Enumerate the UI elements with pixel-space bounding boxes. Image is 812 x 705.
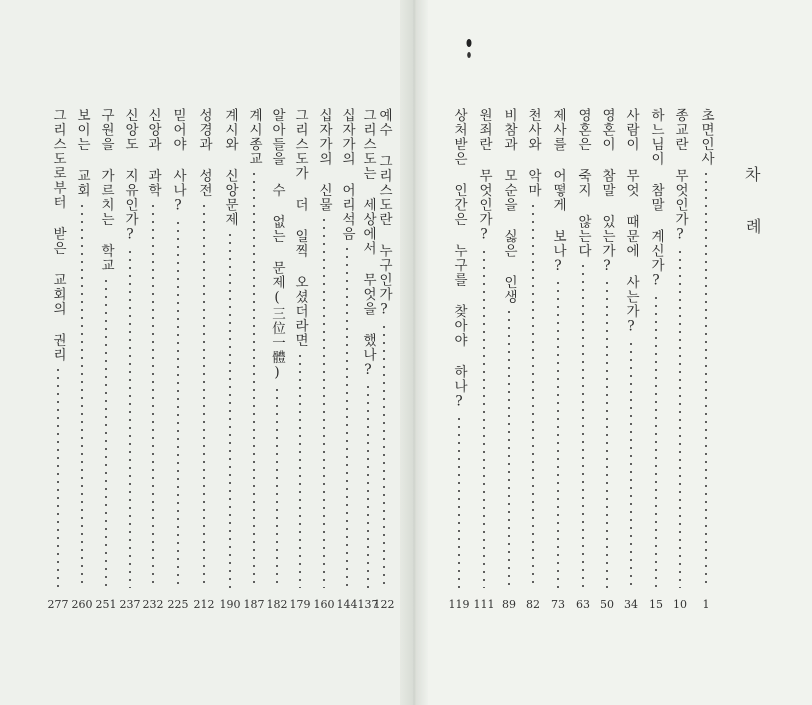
leader-dots (177, 219, 179, 589)
toc-entry-title: 비참과 모순을 싫은 인생 (501, 108, 517, 304)
toc-entry (317, 108, 331, 592)
toc-entry-title: 사람이 무엇 때문에 사는가? (623, 108, 639, 336)
leader-dots (606, 279, 608, 588)
leader-dots (323, 216, 325, 588)
toc-entry-title: 보이는 교회 (74, 108, 90, 198)
toc-entry (171, 108, 185, 592)
toc-entry-page: 15 (649, 598, 663, 611)
toc-entry (247, 108, 261, 592)
toc-entry (146, 108, 160, 592)
toc-entry-page: 50 (600, 598, 614, 611)
toc-entry-page: 34 (624, 598, 638, 611)
toc-entry-title: 십자가의 어리석음 (339, 108, 355, 241)
toc-entry-page: 277 (47, 598, 69, 611)
toc-entry (223, 108, 237, 592)
toc-entry-page: 190 (219, 598, 241, 611)
toc-entry-title: 하느님이 참말 계신가? (648, 108, 664, 290)
leader-dots (532, 202, 534, 589)
leader-dots (105, 277, 107, 589)
toc-entry (377, 108, 391, 592)
toc-entry-title: 그리스도가 더 일찍 오셨더라면 (292, 108, 308, 348)
toc-entry-title: 믿어야 사나? (170, 108, 186, 215)
toc-entry (551, 108, 565, 592)
toc-entry-page: 89 (502, 598, 516, 611)
leader-dots (253, 170, 255, 588)
toc-entry-page: 260 (71, 598, 93, 611)
toc-entry-title: 알아들을 수 없는 문제(三位一體) (269, 108, 285, 382)
leader-dots (57, 366, 59, 588)
toc-entry-title: 구원을 가르치는 학교 (98, 108, 114, 273)
toc-entry-page: 82 (526, 598, 540, 611)
toc-entry-title: 영혼은 죽지 않는다 (575, 108, 591, 258)
leader-dots (705, 170, 707, 588)
toc-entry-title: 계시와 신앙문제 (222, 108, 238, 227)
toc-entry-page: 111 (473, 598, 495, 611)
book-spine (400, 0, 428, 705)
toc-entry-page: 182 (266, 598, 288, 611)
toc-entry (624, 108, 638, 592)
toc-entry (576, 108, 590, 592)
toc-entry-page: 10 (673, 598, 687, 611)
toc-entry (293, 108, 307, 592)
toc-entry (600, 108, 614, 592)
leader-dots (367, 383, 369, 588)
toc-entry (75, 108, 89, 592)
leader-dots (129, 248, 131, 589)
toc-entry-title: 십자가의 신물 (316, 108, 332, 212)
toc-entry-title: 상처받은 인간은 누구를 찾아야 하나? (451, 108, 467, 411)
toc-entry-title: 영혼이 참말 있는가? (599, 108, 615, 275)
toc-heading-char-2: 례 (746, 217, 762, 236)
toc-entry-page: 1 (702, 598, 710, 611)
leader-dots (655, 294, 657, 589)
toc-entry-page: 232 (142, 598, 164, 611)
toc-entry-title: 제사를 어떻게 보나? (550, 108, 566, 275)
toc-entry-page: 137 (357, 598, 379, 611)
leader-dots (508, 308, 510, 588)
leader-dots (152, 202, 154, 589)
toc-entry (99, 108, 113, 592)
leader-dots (276, 386, 278, 589)
toc-heading-char-1: 차 (745, 165, 761, 184)
toc-entry-title: 계시종교 (246, 108, 262, 166)
toc-entry (452, 108, 466, 592)
leader-dots (630, 340, 632, 589)
leader-dots (458, 415, 460, 589)
ink-smudge (466, 38, 472, 62)
toc-entry-page: 73 (551, 598, 565, 611)
toc-entry-page: 187 (243, 598, 265, 611)
toc-entry-page: 225 (167, 598, 189, 611)
leader-dots (299, 352, 301, 589)
toc-entry-page: 160 (313, 598, 335, 611)
toc-entry-page: 212 (193, 598, 215, 611)
leader-dots (557, 279, 559, 588)
leader-dots (679, 248, 681, 589)
toc-entry (477, 108, 491, 592)
toc-entry-title: 원죄란 무엇인가? (476, 108, 492, 244)
leader-dots (582, 262, 584, 588)
toc-entry (526, 108, 540, 592)
toc-entry-title: 예수 그리스도란 누구인가? (376, 108, 392, 319)
toc-entry (340, 108, 354, 592)
toc-entry (123, 108, 137, 592)
toc-entry (197, 108, 211, 592)
toc-entry-page: 63 (576, 598, 590, 611)
toc-entry-page: 237 (119, 598, 141, 611)
toc-entry-title: 신앙도 지유인가? (122, 108, 138, 244)
toc-entry (699, 108, 713, 592)
leader-dots (229, 231, 231, 589)
toc-entry-page: 179 (289, 598, 311, 611)
toc-entry-title: 그리스도로부터 받은 교회의 권리 (50, 108, 66, 362)
toc-entry (502, 108, 516, 592)
toc-entry-title: 천사와 악마 (525, 108, 541, 198)
toc-entry-title: 종교란 무엇인가? (672, 108, 688, 244)
toc-entry-page: 122 (373, 598, 395, 611)
toc-entry (51, 108, 65, 592)
toc-entry (270, 108, 284, 592)
leader-dots (483, 248, 485, 589)
leader-dots (383, 323, 385, 589)
toc-entry-page: 119 (448, 598, 470, 611)
toc-entry-title: 그리스도는 세상에서 무엇을 했나? (360, 108, 376, 379)
toc-entry-title: 초면인사 (698, 108, 714, 166)
toc-entry-title: 신앙과 과학 (145, 108, 161, 198)
toc-entry (361, 108, 375, 592)
toc-entry (673, 108, 687, 592)
leader-dots (346, 245, 348, 588)
toc-entry-page: 251 (95, 598, 117, 611)
leader-dots (81, 202, 83, 589)
toc-entry-page: 144 (336, 598, 358, 611)
leader-dots (203, 202, 205, 589)
toc-entry (649, 108, 663, 592)
toc-entry-title: 성경과 성전 (196, 108, 212, 198)
